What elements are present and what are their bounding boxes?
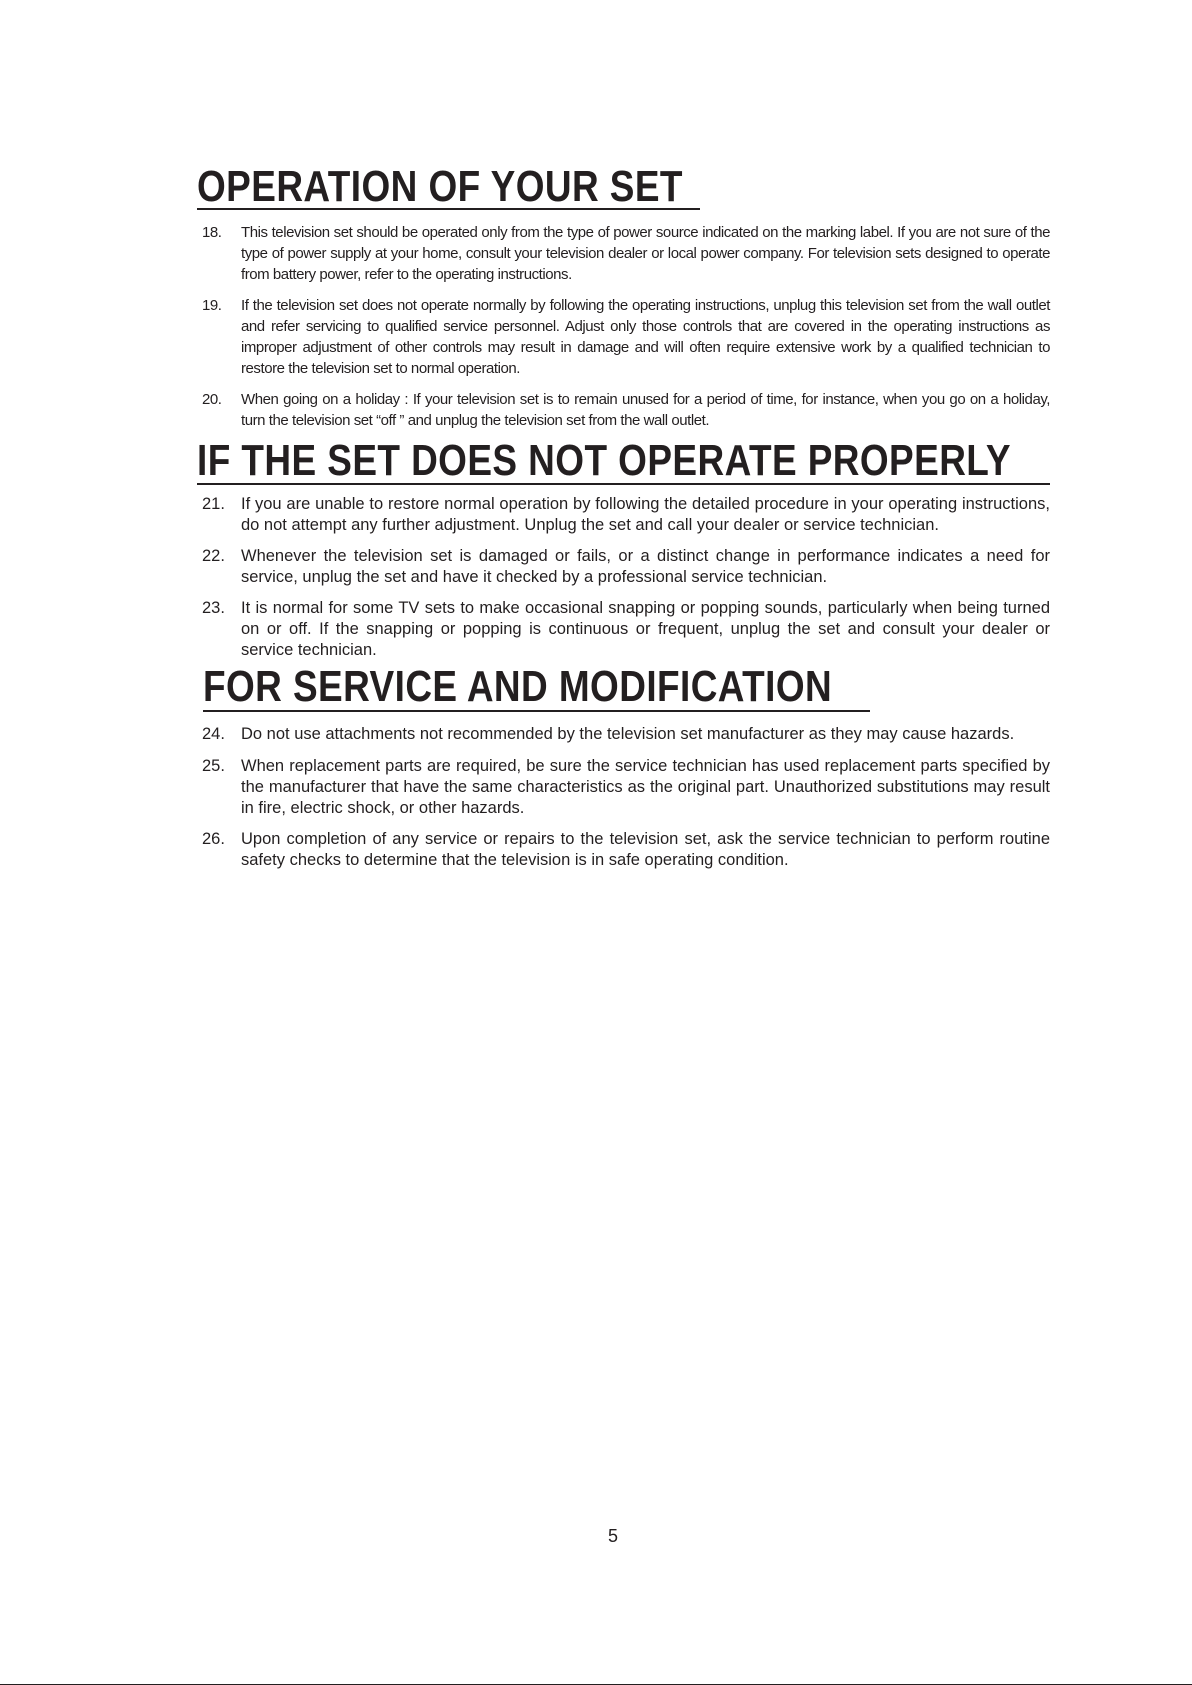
item-text: Do not use attachments not recommended by the television set manufacturer as they may cause hazards. bbox=[241, 725, 1015, 743]
section-heading: IF THE SET DOES NOT OPERATE PROPERLY bbox=[197, 436, 1011, 485]
item-number: 22. bbox=[202, 547, 225, 565]
heading-underline bbox=[197, 483, 1050, 485]
item-number: 19. bbox=[202, 297, 222, 314]
item-text: Upon completion of any service or repairs to the television set, ask the service technician to perform routine safety checks to determine that the television is in safe operating condition. bbox=[241, 830, 1050, 869]
item-text: It is normal for some TV sets to make occasional snapping or popping sounds, particularly when being turned on or off. If the snapping or popping is continuous or frequent, unplug the set and consult your dealer or service technician. bbox=[241, 599, 1050, 659]
heading-underline bbox=[197, 208, 700, 210]
item-number: 21. bbox=[202, 495, 225, 513]
item-text: This television set should be operated only from the type of power source indicated on the marking label. If you are not sure of the type of power supply at your home, consult your television dealer or local power company. For television sets designed to operate from battery power, refer to the operating instructions. bbox=[241, 224, 1050, 283]
item-text: If the television set does not operate normally by following the operating instructions, unplug this television set from the wall outlet and refer servicing to qualified service personnel. Adjust only those controls that are covered in the operating instructions as improper adjustment of other controls may result in damage and will often require extensive work by a qualified technician to restore the television set to normal operation. bbox=[241, 297, 1050, 377]
item-text: If you are unable to restore normal operation by following the detailed procedure in your operating instructions, do not attempt any further adjustment. Unplug the set and call your dealer or service technician. bbox=[241, 495, 1050, 534]
item-text: Whenever the television set is damaged or fails, or a distinct change in performance indicates a need for service, unplug the set and have it checked by a professional service technician. bbox=[241, 547, 1050, 586]
item-number: 18. bbox=[202, 224, 222, 241]
item-number: 23. bbox=[202, 599, 225, 617]
item-number: 26. bbox=[202, 830, 225, 848]
item-text: When replacement parts are required, be sure the service technician has used replacement parts specified by the manufacturer that have the same characteristics as the original part. Unauthorized substitutions may result in fire, electric shock, or other hazards. bbox=[241, 757, 1050, 817]
section-heading: OPERATION OF YOUR SET bbox=[197, 162, 683, 211]
item-number: 25. bbox=[202, 757, 225, 775]
item-number: 20. bbox=[202, 391, 222, 408]
item-text: When going on a holiday : If your television set is to remain unused for a period of time, for instance, when you go on a holiday, turn the television set “off ” and unplug the television set from the wall outlet. bbox=[241, 391, 1050, 429]
section-heading: FOR SERVICE AND MODIFICATION bbox=[203, 662, 833, 711]
item-number: 24. bbox=[202, 725, 225, 743]
heading-underline bbox=[203, 710, 870, 712]
page-number: 5 bbox=[607, 1526, 618, 1546]
